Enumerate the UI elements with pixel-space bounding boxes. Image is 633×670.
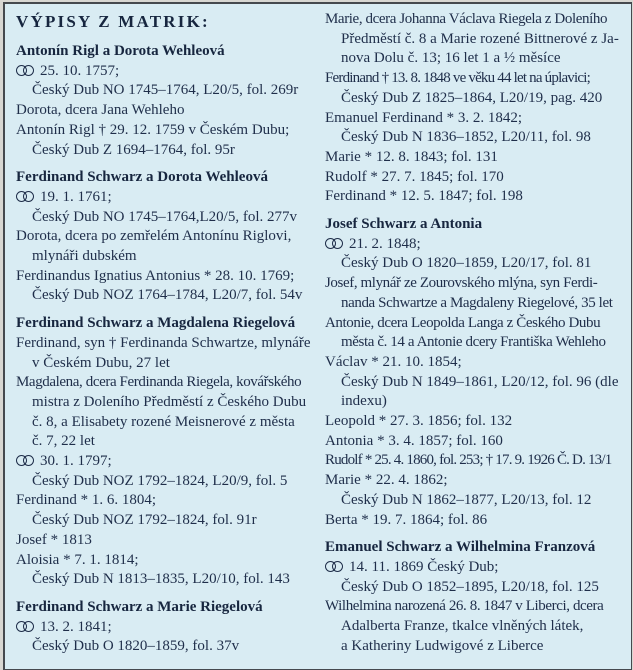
columns-container xyxy=(5,4,631,657)
marriage-line xyxy=(16,188,325,208)
section-heading: Ferdinand Schwarz a Dorota Wehleová xyxy=(16,169,268,186)
line-text: Český Dub Z 1694–1764, fol. 95r xyxy=(32,141,235,158)
line-text: Marie, dcera Johanna Václava Riegela z Doleního xyxy=(325,11,608,27)
line-text: č. 8, a Elisabety rozené Meisnerové z města xyxy=(32,413,295,430)
line-text: Václav * 21. 10. 1854; xyxy=(325,353,462,370)
record-line xyxy=(325,373,633,393)
record-line xyxy=(16,81,325,101)
line-text: Český Dub Z 1825–1864, L20/19, pag. 420 xyxy=(341,89,603,106)
line-text: v Českém Dubu, 27 let xyxy=(32,354,170,371)
record-line xyxy=(16,208,325,228)
line-text: 21. 2. 1848; xyxy=(349,235,421,252)
record-line xyxy=(16,393,325,413)
record-line xyxy=(16,121,325,141)
record-line xyxy=(325,187,633,207)
line-text: Český Dub N 1849–1861, L20/12, fol. 96 (dle xyxy=(341,373,619,390)
record-line xyxy=(325,168,633,188)
line-text: a Katheriny Ludwigové z Liberce xyxy=(341,637,544,654)
record-line xyxy=(16,247,325,267)
line-text: 25. 10. 1757; xyxy=(40,62,120,79)
line-text: Josef * 1813 xyxy=(16,531,92,548)
record-line xyxy=(16,570,325,590)
record-line xyxy=(325,451,633,471)
line-text: Antonie, dcera Leopolda Langa z Českého Dubu xyxy=(325,314,601,331)
line-text: č. 7, 22 let xyxy=(32,433,95,450)
record-line xyxy=(325,471,633,491)
marriage-rings-icon xyxy=(325,561,343,572)
line-text: Ferdinand, syn † Ferdinanda Schwartze, mlynáře xyxy=(16,334,311,351)
line-text: Český Dub NO 1745–1764, L20/5, fol. 269r xyxy=(32,82,299,99)
line-text: Magdalena, dcera Ferdinanda Riegela, kovářského xyxy=(16,374,302,391)
record-section xyxy=(325,538,633,656)
marriage-rings-icon xyxy=(325,238,343,249)
marriage-rings-icon xyxy=(16,455,34,466)
record-section xyxy=(16,168,325,306)
record-line xyxy=(325,109,633,129)
record-line xyxy=(16,141,325,161)
record-line xyxy=(16,637,325,657)
line-text: Ferdinand * 12. 5. 1847; fol. 198 xyxy=(325,188,523,205)
line-text: Berta * 19. 7. 1864; fol. 86 xyxy=(325,511,488,528)
line-text: Emanuel Ferdinand * 3. 2. 1842; xyxy=(325,109,523,126)
record-line xyxy=(16,101,325,121)
record-line xyxy=(16,531,325,551)
record-line xyxy=(16,511,325,531)
line-text: Dorota, dcera Jana Wehleho xyxy=(16,102,185,119)
record-line xyxy=(325,49,633,69)
line-text: Český Dub NOZ 1792–1824, fol. 91r xyxy=(32,512,257,529)
record-line xyxy=(325,10,633,30)
section-heading: Josef Schwarz a Antonia xyxy=(325,216,483,233)
line-text: města č. 14 a Antonie dcery Františka Wehleho xyxy=(341,334,606,351)
column-right xyxy=(325,10,633,657)
line-text: Český Dub N 1862–1877, L20/13, fol. 12 xyxy=(341,491,592,508)
line-text: 13. 2. 1841; xyxy=(40,618,112,635)
marriage-line xyxy=(16,62,325,82)
marriage-line xyxy=(16,618,325,638)
line-text: mlynáři dubském xyxy=(32,248,137,265)
marriage-rings-icon xyxy=(16,191,34,202)
record-line xyxy=(325,637,633,657)
line-text: Marie * 22. 4. 1862; xyxy=(325,472,448,489)
section-heading: Antonín Rigl a Dorota Wehleová xyxy=(16,43,225,59)
line-text: Rudolf * 25. 4. 1860, fol. 253; † 17. 9. 1926 Č. D. 13/1 xyxy=(325,452,612,469)
line-text: 14. 11. 1869 Český Dub; xyxy=(349,558,499,575)
column-left xyxy=(16,10,325,657)
line-text: Marie * 12. 8. 1843; fol. 131 xyxy=(325,148,498,165)
record-line xyxy=(325,274,633,294)
line-text: Leopold * 27. 3. 1856; fol. 132 xyxy=(325,413,513,430)
line-text: Ferdinand † 13. 8. 1848 ve věku 44 let na úplavici; xyxy=(325,70,590,87)
record-line xyxy=(325,511,633,531)
line-text: Český Dub N 1836–1852, L20/11, fol. 98 xyxy=(341,129,591,146)
record-line xyxy=(16,551,325,571)
record-line xyxy=(325,353,633,373)
line-text: Ferdinandus Ignatius Antonius * 28. 10. 1769; xyxy=(16,267,295,284)
line-text: nova Dolu č. 13; 16 let 1 a ½ měsíce xyxy=(341,50,561,67)
marriage-rings-icon xyxy=(16,621,34,632)
record-line xyxy=(325,89,633,109)
record-line xyxy=(16,286,325,306)
record-section xyxy=(16,314,325,590)
page-title: VÝPISY Z MATRIK: xyxy=(16,12,210,31)
line-text: Ferdinand * 1. 6. 1804; xyxy=(16,492,156,509)
record-line xyxy=(325,128,633,148)
record-line xyxy=(16,267,325,287)
section-heading: Emanuel Schwarz a Wilhelmina Franzová xyxy=(325,539,596,556)
record-line xyxy=(325,578,633,598)
record-section xyxy=(325,215,633,530)
marriage-line xyxy=(325,558,633,578)
line-text: 30. 1. 1797; xyxy=(40,453,112,470)
record-line xyxy=(325,432,633,452)
line-text: Český Dub O 1820–1859, fol. 37v xyxy=(32,638,240,655)
section-heading: Ferdinand Schwarz a Magdalena Riegelová xyxy=(16,315,296,332)
line-text: Dorota, dcera po zemřelém Antonínu Riglovi, xyxy=(16,228,292,245)
marriage-line xyxy=(16,452,325,472)
record-line xyxy=(16,413,325,433)
line-text: mistra z Doleního Předměstí z Českého Dubu xyxy=(32,393,307,410)
record-line xyxy=(325,148,633,168)
record-line xyxy=(325,597,633,617)
record-line xyxy=(16,373,325,393)
record-line xyxy=(325,314,633,334)
line-text: Český Dub NOZ 1764–1784, L20/7, fol. 54v xyxy=(32,287,303,304)
line-text: Aloisia * 7. 1. 1814; xyxy=(16,551,139,568)
line-text: Český Dub N 1813–1835, L20/10, fol. 143 xyxy=(32,571,290,588)
line-text: Předměstí č. 8 a Marie rozené Bittnerové z Ja- xyxy=(341,30,619,47)
line-text: nanda Schwartze a Magdaleny Riegelové, 35 let xyxy=(341,294,613,311)
line-text: Český Dub NOZ 1792–1824, L20/9, fol. 5 xyxy=(32,472,288,489)
line-text: 19. 1. 1761; xyxy=(40,188,112,205)
record-line xyxy=(16,334,325,354)
record-section xyxy=(325,10,633,207)
record-section xyxy=(16,598,325,657)
line-text: Český Dub O 1820–1859, L20/17, fol. 81 xyxy=(341,255,592,272)
line-text: Český Dub O 1852–1895, L20/18, fol. 125 xyxy=(341,578,599,595)
record-line xyxy=(325,254,633,274)
record-line xyxy=(325,412,633,432)
line-text: Český Dub NO 1745–1764,L20/5, fol. 277v xyxy=(32,208,297,225)
line-text: Josef, mlynář ze Zourovského mlýna, syn Ferdi- xyxy=(325,275,598,292)
record-line xyxy=(325,491,633,511)
record-line xyxy=(325,30,633,50)
record-section xyxy=(16,42,325,160)
record-line xyxy=(16,491,325,511)
record-line xyxy=(16,432,325,452)
document-page xyxy=(3,2,632,670)
record-line xyxy=(325,617,633,637)
record-line xyxy=(16,472,325,492)
record-line xyxy=(325,294,633,314)
marriage-rings-icon xyxy=(16,65,34,76)
record-line xyxy=(16,354,325,374)
record-line xyxy=(16,227,325,247)
line-text: Wilhelmina narozená 26. 8. 1847 v Liberci, dcera xyxy=(325,598,604,615)
record-line xyxy=(325,69,633,89)
section-heading: Ferdinand Schwarz a Marie Riegelová xyxy=(16,598,263,615)
record-line xyxy=(325,333,633,353)
line-text: Antonín Rigl † 29. 12. 1759 v Českém Dubu; xyxy=(16,121,290,138)
line-text: Antonia * 3. 4. 1857; fol. 160 xyxy=(325,432,503,449)
marriage-line xyxy=(325,235,633,255)
line-text: Rudolf * 27. 7. 1845; fol. 170 xyxy=(325,168,504,185)
line-text: Adalberta Franze, tkalce vlněných látek, xyxy=(341,618,584,635)
record-line xyxy=(325,392,633,412)
line-text: indexu) xyxy=(341,393,387,410)
